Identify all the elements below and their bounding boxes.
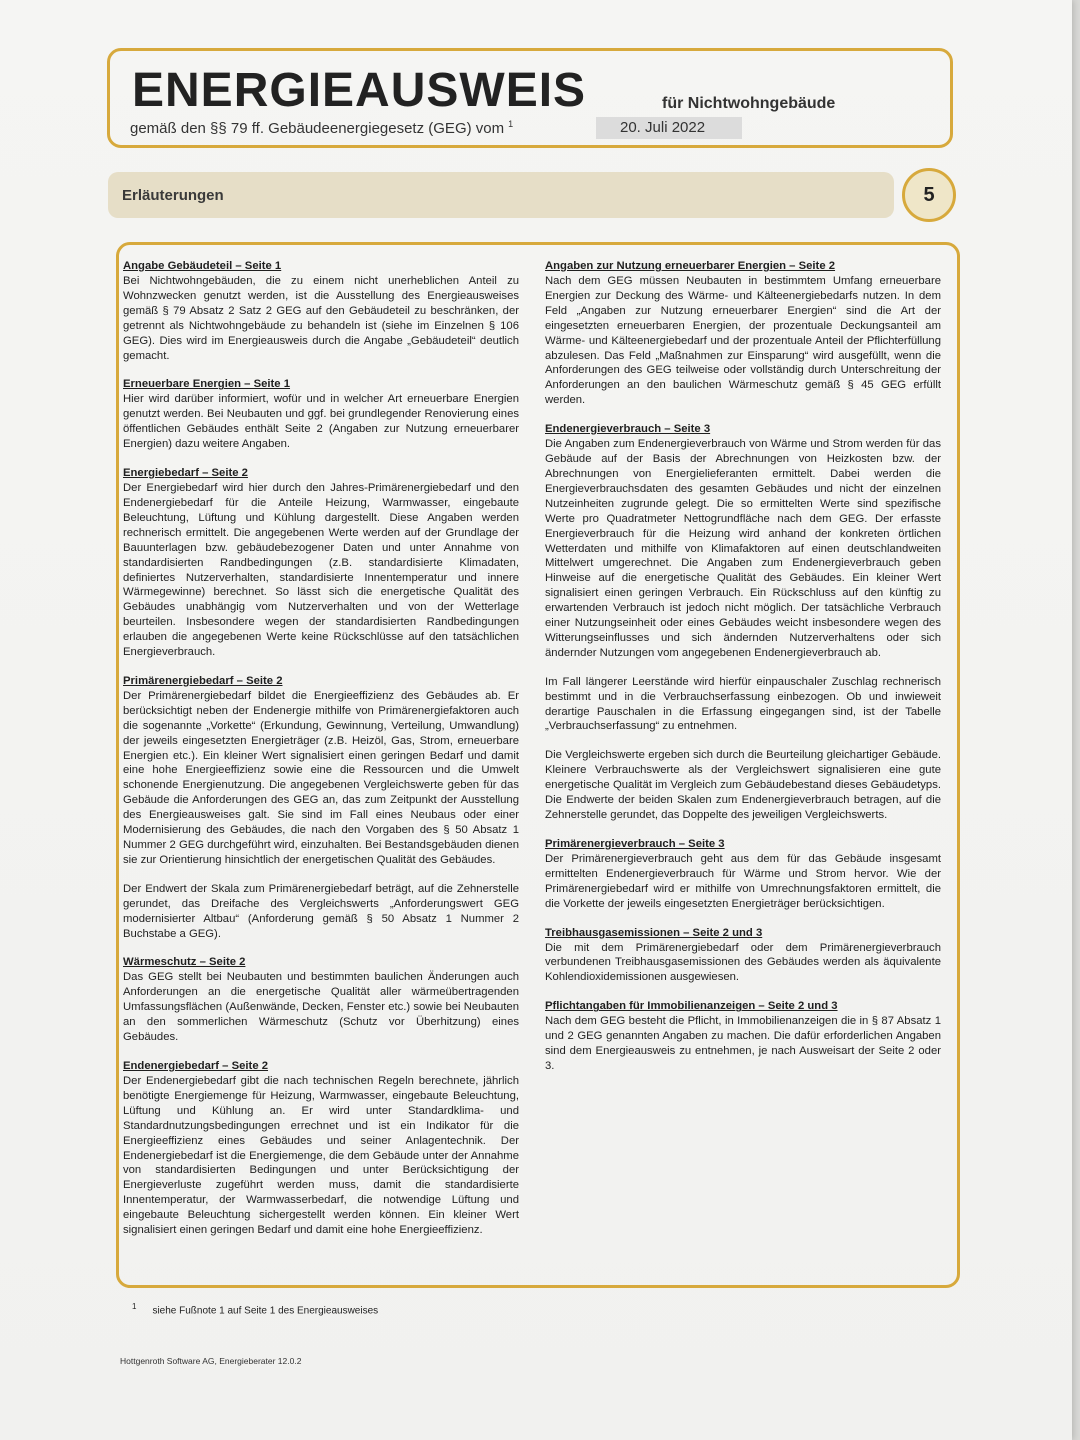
section-heading: Endenergieverbrauch – Seite 3 (545, 423, 711, 436)
explanation-section (545, 999, 941, 1074)
section-heading: Erneuerbare Energien – Seite 1 (123, 378, 291, 391)
section-paragraph: Der Endwert der Skala zum Primärenergiebedarf beträgt, auf die Zehnerstelle gerundet, das Dreifache des Vergleichswerts „Anforderungswert GEG modernisierter Altbau“ (Anforderung gemäß § 50 Absatz 1 Nummer 2 Buchstabe a GEG). (123, 882, 519, 940)
page-number-badge: 5 (902, 168, 956, 222)
law-text: gemäß den §§ 79 ff. Gebäudeenergiegesetz (GEG) vom (130, 120, 505, 137)
section-heading: Energiebedarf – Seite 2 (123, 467, 248, 480)
explanation-section (545, 422, 941, 823)
explanation-section (123, 674, 519, 942)
section-paragraph: Nach dem GEG müssen Neubauten in bestimmtem Umfang erneuerbare Energien zur Deckung des Wärme- und Kälteenergiebedarfs nutzen. In dem Feld „Angaben zur Nutzung erneuerbarer Energien“ sind die Art der eingesetzten erneuerbaren Energien, der prozentuale Deckungsanteil am Wärme- und Kälteenergiebedarf und der prozentuale Anteil der Pflichterfüllung abzulesen. Das Feld „Maßnahmen zur Einsparung“ wird ausgefüllt, wenn die Anforderungen des GEG teilweise oder vollständig durch Unterschreitung der Anforderungen an den baulichen Wärmeschutz gemäß § 45 GEG erfüllt werden. (545, 275, 941, 407)
section-paragraph: Der Endenergiebedarf gibt die nach technischen Regeln berechnete, jährlich benötigte Energiemenge für Heizung, Warmwasser, eingebaute Beleuchtung, Lüftung und Kühlung an. Er wird unter Standardklima- und Standardnutzungsbedingungen errechnet und ist ein Indikator für die Energieeffizienz eines Gebäudes und seiner Anlagentechnik. Der Endenergiebedarf ist die Energiemenge, die dem Gebäude unter der Annahme von standardisierten Bedingungen und unter Berücksichtigung der Energieverluste zugeführt werden muss, damit die standardisierte Innentemperatur, der Warmwasserbedarf, die notwendige Lüftung und eingebaute Beleuchtung sichergestellt werden können. Ein kleiner Wert signalisiert einen geringen Bedarf und damit eine hohe Energieeffizienz. (123, 1074, 519, 1237)
explanation-section (545, 837, 941, 912)
section-heading: Angabe Gebäudeteil – Seite 1 (123, 260, 282, 272)
footnote (132, 1302, 378, 1316)
explanation-section (123, 259, 519, 363)
section-paragraph: Das GEG stellt bei Neubauten und bestimmten baulichen Änderungen auch Anforderungen an die energetische Qualität aller wärmeübertragenden Umfassungsflächen (Außenwände, Decken, Fenster etc.) sowie bei Neubauten an den sommerlichen Wärmeschutz (Schutz vor Überhitzung) eines Gebäudes. (123, 971, 519, 1044)
section-heading: Primärenergieverbrauch – Seite 3 (545, 837, 725, 850)
section-heading: Wärmeschutz – Seite 2 (123, 956, 246, 969)
section-heading: Pflichtangaben für Immobilienanzeigen – Seite 2 und 3 (545, 1000, 838, 1013)
section-title: Erläuterungen (122, 187, 224, 204)
section-paragraph: Der Primärenergieverbrauch geht aus dem für das Gebäude insgesamt ermittelten Endenergieverbrauch für Wärme und Strom hervor. Wie der Primärenergiebedarf wird er mithilfe von Umrechnungsfaktoren ermittelt, die die Vorkette der jeweils eingesetzten Energieträger berücksichtigen. (545, 852, 941, 910)
section-heading: Treibhausgasemissionen – Seite 2 und 3 (545, 926, 763, 939)
section-paragraph: Die mit dem Primärenergiebedarf oder dem Primärenergieverbrauch verbundenen Treibhausgasemissionen des Gebäudes werden als äquivalente Kohlendioxidemissionen ausgewiesen. (545, 941, 941, 984)
section-paragraph: Der Primärenergiebedarf bildet die Energieeffizienz des Gebäudes ab. Er berücksichtigt neben der Endenergie mithilfe von Primärenergiefaktoren auch die sogenannte „Vorkette“ (Erkundung, Gewinnung, Verteilung, Umwandlung) der jeweils eingesetzten Energieträger (z.B. Heizöl, Gas, Strom, erneuerbare Energien etc.). Ein kleiner Wert signalisiert einen geringen Bedarf und damit eine hohe Energieeffizienz sowie eine die Ressourcen und die Umwelt schonende Energienutzung. Die angegebenen Vergleichswerte geben für das Gebäude die Anforderungen des GEG an, das zum Zeitpunkt der Ausstellung des Energieausweises galt. Sie sind im Fall eines Neubaus oder einer Modernisierung des Gebäudes, die nach den Vorgaben des § 50 Absatz 1 Nummer 2 GEG durchgeführt wird, einzuhalten. Bei Bestandsgebäuden dienen sie zur Orientierung hinsichtlich der energetischen Qualität des Gebäudes. (123, 689, 519, 866)
law-reference (130, 119, 513, 137)
issue-date: 20. Juli 2022 (596, 117, 742, 139)
section-paragraph: Nach dem GEG besteht die Pflicht, in Immobilienanzeigen die in § 87 Absatz 1 und 2 GEG genannten Angaben zu machen. Die dafür erforderlichen Angaben sind dem Energieausweis zu entnehmen, je nach Ausweisart der Seite 2 oder 3. (545, 1015, 941, 1072)
footnote-text: siehe Fußnote 1 auf Seite 1 des Energieausweises (152, 1305, 379, 1317)
document-subtitle: für Nichtwohngebäude (662, 95, 836, 112)
explanation-section (545, 259, 941, 408)
section-paragraph: Hier wird darüber informiert, wofür und in welcher Art erneuerbare Energien genutzt werden. Bei Neubauten und ggf. bei grundlegender Renovierung eines öffentlichen Gebäudes enthält Seite 2 (Angaben zur Nutzung erneuerbarer Energien) dazu weitere Angaben. (123, 393, 519, 451)
law-footnote-mark: 1 (508, 119, 514, 129)
section-paragraph: Die Vergleichswerte ergeben sich durch die Beurteilung gleichartiger Gebäude. Kleinere Verbrauchswerte als der Vergleichswert signalisieren eine gute energetische Qualität im Vergleich zum Gebäudebestand dieses Gebäudetyps. Die Endwerte der beiden Skalen zum Endenergieverbrauch betragen, auf die Zehnerstelle gerundet, das Doppelte des jeweiligen Vergleichswerts. (545, 749, 941, 821)
section-paragraph: Bei Nichtwohngebäuden, die zu einem nicht unerheblichen Anteil zu Wohnzwecken genutzt werden, ist die Ausstellung des Energieausweises gemäß § 79 Absatz 2 Satz 2 GEG auf den Gebäudeteil zu beschränken, der getrennt als Nichtwohngebäude zu behandeln ist (siehe im Einzelnen § 106 GEG). Dies wird im Energieausweis durch die Angabe „Gebäudeteil“ deutlich gemacht. (123, 275, 519, 362)
explanation-section (123, 1059, 519, 1238)
section-paragraph: Die Angaben zum Endenergieverbrauch von Wärme und Strom werden für das Gebäude auf der Basis der Abrechnungen von Heizkosten bzw. der Abrechnungen von Energielieferanten ermittelt. Dabei werden die Energieverbrauchsdaten des gesamten Gebäudes und nicht der einzelnen Nutzeinheiten zugrunde gelegt. Die so ermittelten Werte sind spezifische Werte pro Quadratmeter Nettogrundfläche nach dem GEG. Der erfasste Energieverbrauch für die Heizung wird anhand der konkreten örtlichen Wetterdaten und mithilfe von Klimafaktoren auf einen deutschlandweiten Mittelwert umgerechnet. Die Angaben zum Endenergieverbrauch geben Hinweise auf die energetische Qualität des Gebäudes. Ein kleiner Wert signalisiert einen geringen Verbrauch. Ein Rückschluss auf den künftig zu erwartenden Verbrauch ist jedoch nicht möglich. Der tatsächliche Verbrauch einer Nutzungseinheit oder eines Gebäudes weicht insbesondere wegen des Witterungseinflusses und sich ändernden Nutzerverhaltens oder sich ändernder Nutzungen vom angegebenen Endenergieverbrauch ab. (545, 438, 941, 659)
section-paragraph: Der Energiebedarf wird hier durch den Jahres-Primärenergiebedarf und den Endenergiebedarf für die Anteile Heizung, Warmwasser, eingebaute Beleuchtung, Lüftung und Kühlung dargestellt. Diese Angaben werden rechnerisch ermittelt. Die angegebenen Werte werden auf der Grundlage der Bauunterlagen bzw. gebäudebezogener Daten und unter Annahme von standardisierten Randbedingungen (z.B. standardisierte Klimadaten, definiertes Nutzerverhalten, standardisierte Innentemperatur und innere Wärmegewinne) berechnet. So lässt sich die energetische Qualität des Gebäudes unabhängig vom Nutzerverhalten und von der Wetterlage beurteilen. Insbesondere wegen der standardisierten Randbedingungen erlauben die angegebenen Werte keine Rückschlüsse auf den tatsächlichen Energieverbrauch. (123, 482, 519, 659)
section-bar (108, 172, 894, 218)
section-paragraph: Im Fall längerer Leerstände wird hierfür einpauschaler Zuschlag rechnerisch bestimmt und in die Verbrauchserfassung einbezogen. Ob und inwieweit derartige Pauschalen in die Erfassung eingegangen sind, ist der Tabelle „Verbrauchserfassung“ zu entnehmen. (545, 675, 941, 733)
section-heading: Angaben zur Nutzung erneuerbarer Energien – Seite 2 (545, 260, 836, 272)
section-heading: Primärenergiebedarf – Seite 2 (123, 674, 283, 687)
explanation-section (123, 466, 519, 660)
header-box (107, 48, 953, 148)
explanation-section (123, 377, 519, 452)
explanations-box (116, 242, 960, 1288)
explanation-section (123, 955, 519, 1045)
section-heading: Endenergiebedarf – Seite 2 (123, 1059, 269, 1072)
document-title: ENERGIEAUSWEIS (132, 64, 587, 117)
explanation-section (545, 926, 941, 986)
footnote-mark: 1 (132, 1302, 137, 1311)
software-credit: Hottgenroth Software AG, Energieberater 12.0.2 (120, 1356, 302, 1366)
left-column (123, 259, 519, 1252)
right-column (545, 259, 941, 1088)
